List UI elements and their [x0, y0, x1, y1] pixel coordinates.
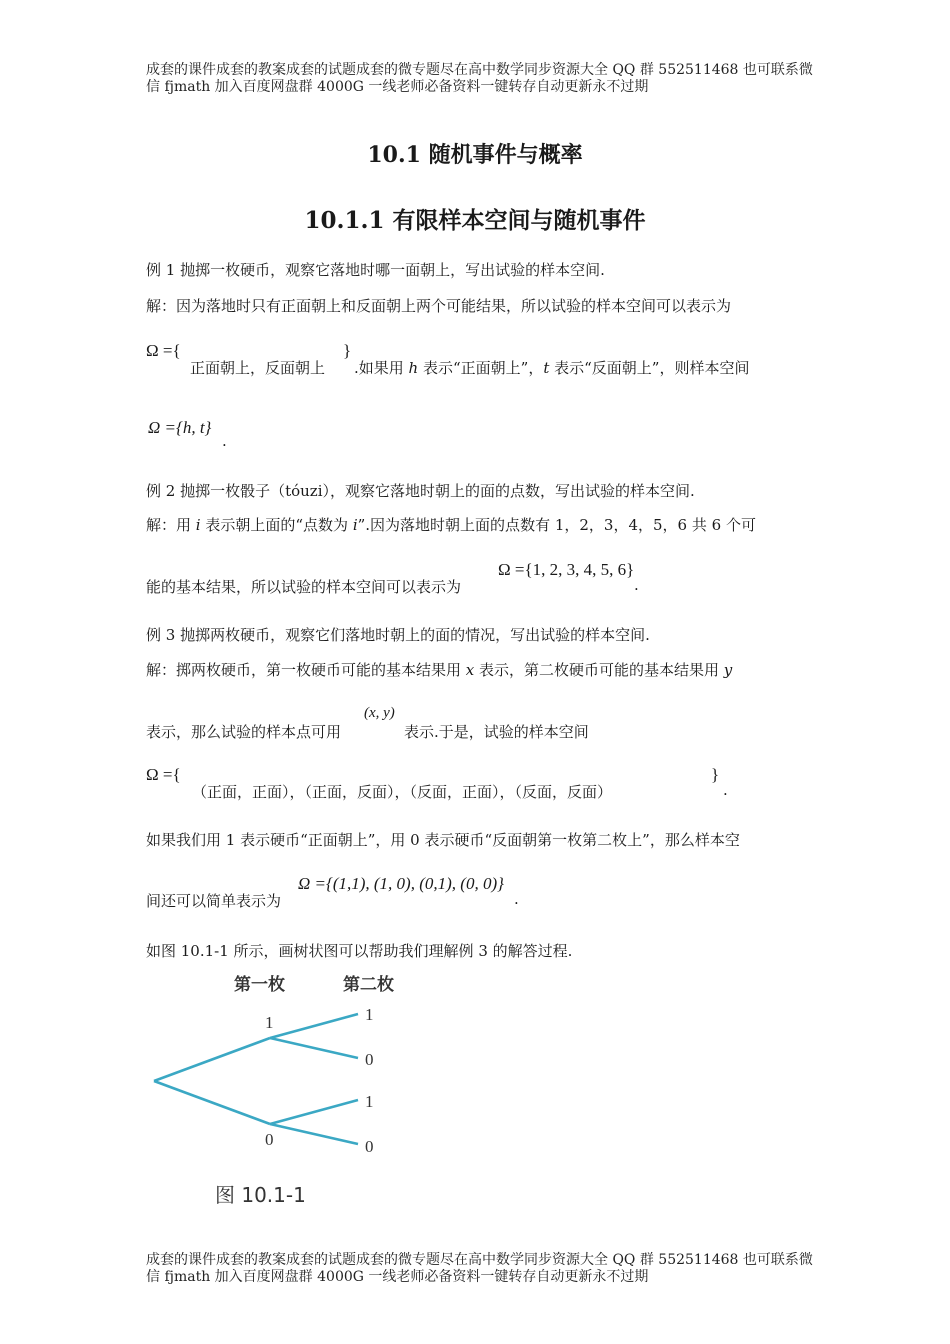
omega-dice: Ω ={1, 2, 3, 4, 5, 6} [498, 560, 635, 579]
header-line-2: 信 fjmath 加入百度网盘群 4000G 一线老师必备资料一键转存自动更新永不过期 [146, 79, 649, 95]
xy-pair: (x, y) [364, 705, 395, 721]
section-title: 10.1 随机事件与概率 [367, 142, 583, 168]
footer-line-2: 信 fjmath 加入百度网盘群 4000G 一线老师必备资料一键转存自动更新永不过期 [146, 1269, 649, 1285]
omega-set-open: Ω ={ [146, 341, 181, 360]
page-header [146, 62, 826, 96]
branch-root-bottom [154, 1081, 270, 1124]
example-3-answer-line4: 间还可以简单表示为 [146, 892, 282, 910]
ex2-a1-mid: 表示朝上面的“点数为 [200, 516, 353, 534]
example-3-answer-line2-post: 表示.于是，试验的样本空间 [404, 723, 589, 741]
branch-0-0 [270, 1124, 358, 1144]
var-i: i [195, 516, 201, 534]
branch-root-top [154, 1038, 270, 1081]
var-x: x [465, 661, 475, 679]
branch-0-1 [270, 1100, 358, 1124]
example-3-answer-line2-pre: 表示，那么试验的样本点可用 [146, 723, 342, 741]
example-3-answer-line3: 如果我们用 1 表示硬币“正面朝上”，用 0 表示硬币“反面朝第一枚第二枚上”，那么样本空 [146, 831, 740, 849]
leaf-0-0: 0 [365, 1137, 374, 1156]
branch-1-0 [270, 1038, 358, 1058]
figure-caption: 图 10.1-1 [215, 1183, 306, 1207]
leaf-1-0: 0 [365, 1050, 374, 1069]
ex3-set-text: （正面，正面），（正面，反面），（反面，正面），（反面，反面） [192, 783, 613, 801]
leaf-0-1: 1 [365, 1092, 374, 1111]
omega-set-close: } [343, 341, 352, 360]
ex3-a1-mid: 表示，第二枚硬币可能的基本结果用 [474, 661, 724, 679]
omega-binary: Ω ={(1,1), (1, 0), (0,1), (0, 0)} [298, 874, 504, 893]
ex1-a2-pre: .如果用 [354, 359, 409, 377]
ex1-a2-mid: 表示“正面朝上”， [418, 359, 544, 377]
example-3-answer-line5: 如图 10.1-1 所示，画树状图可以帮助我们理解例 3 的解答过程. [146, 942, 573, 960]
column-label-first: 第一枚 [234, 975, 285, 995]
omega-h-t: Ω ={h, t} [148, 418, 212, 437]
node-first-0: 0 [265, 1130, 274, 1149]
ex1-set-text: 正面朝上，反面朝上 [190, 359, 326, 377]
ex2-end-dot: . [634, 576, 639, 594]
subsection-title: 10.1.1 有限样本空间与随机事件 [304, 207, 646, 234]
ex1-end-dot: . [222, 432, 227, 450]
example-1-answer-line2 [354, 357, 749, 378]
example-1-question: 例 1 抛掷一枚硬币，观察它落地时哪一面朝上，写出试验的样本空间. [146, 261, 605, 279]
example-2-answer-line2: 能的基本结果，所以试验的样本空间可以表示为 [146, 578, 462, 596]
ex3-binary-dot: . [514, 890, 519, 908]
page-footer [146, 1252, 826, 1286]
var-t: t [543, 359, 550, 377]
column-label-second: 第二枚 [343, 975, 394, 995]
var-h: h [408, 359, 419, 377]
header-line-1: 成套的课件成套的教案成套的试题成套的微专题尽在高中数学同步资源大全 QQ 群 552511468 也可联系微 [146, 62, 813, 78]
example-1-answer-line1: 解：因为落地时只有正面朝上和反面朝上两个可能结果，所以试验的样本空间可以表示为 [146, 297, 732, 315]
example-3-question: 例 3 抛掷两枚硬币，观察它们落地时朝上的面的情况，写出试验的样本空间. [146, 626, 650, 644]
var-y: y [723, 661, 733, 679]
ex3-a1-pre: 解：掷两枚硬币，第一枚硬币可能的基本结果用 [146, 661, 466, 679]
branch-1-1 [270, 1014, 358, 1038]
ex2-a1-post: ”.因为落地时朝上面的点数有 1，2，3，4，5，6 共 6 个可 [357, 516, 756, 534]
ex2-a1-pre: 解：用 [146, 516, 196, 534]
example-2-answer-line1 [146, 514, 756, 535]
leaf-1-1: 1 [365, 1005, 374, 1024]
tree-diagram [140, 968, 420, 1213]
ex1-a2-post: 表示“反面朝上”，则样本空间 [549, 359, 750, 377]
var-i-2: i [352, 516, 358, 534]
omega-two-coins-close: } [711, 765, 720, 784]
example-3-answer-line1 [146, 659, 732, 680]
footer-line-1: 成套的课件成套的教案成套的试题成套的微专题尽在高中数学同步资源大全 QQ 群 552511468 也可联系微 [146, 1252, 813, 1268]
example-2-question: 例 2 抛掷一枚骰子（tóuzi），观察它落地时朝上的面的点数，写出试验的样本空间. [146, 482, 695, 500]
omega-two-coins-open: Ω ={ [146, 765, 181, 784]
node-first-1: 1 [265, 1013, 274, 1032]
ex3-set-dot: . [723, 781, 728, 799]
